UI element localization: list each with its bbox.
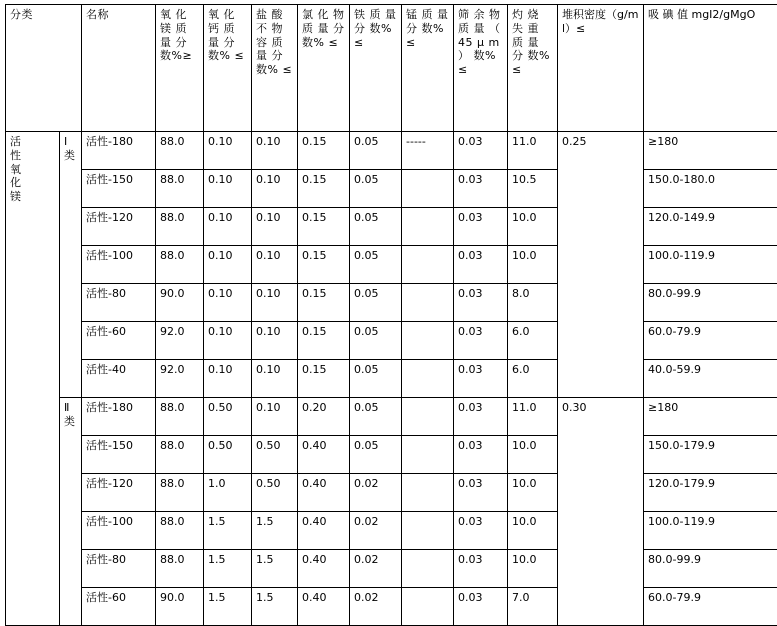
header-iron: 铁 质 量 分 数% ≤ [350, 5, 402, 132]
cell-sieve-residue: 0.03 [454, 436, 508, 474]
cell-name: 活性-120 [82, 208, 156, 246]
cell-loss-on-ignition: 10.0 [508, 512, 558, 550]
cell-sieve-residue: 0.03 [454, 360, 508, 398]
table-row [6, 512, 777, 550]
cell-chloride: 0.15 [298, 322, 350, 360]
header-cao: 氧 化 钙 质 量 分 数% ≤ [204, 5, 252, 132]
cell-hcl-insoluble: 0.10 [252, 284, 298, 322]
cell-iron: 0.05 [350, 322, 402, 360]
cell-iron: 0.05 [350, 360, 402, 398]
cell-hcl-insoluble: 1.5 [252, 512, 298, 550]
cell-iodine-value: 120.0-149.9 [644, 208, 777, 246]
cell-chloride: 0.15 [298, 132, 350, 170]
cell-iodine-value: 100.0-119.9 [644, 512, 777, 550]
cell-iodine-value: 80.0-99.9 [644, 284, 777, 322]
cell-mgo: 88.0 [156, 246, 204, 284]
cell-manganese [402, 322, 454, 360]
cell-iron: 0.05 [350, 170, 402, 208]
cell-iron: 0.02 [350, 588, 402, 626]
cell-manganese: ----- [402, 132, 454, 170]
cell-chloride: 0.15 [298, 284, 350, 322]
cell-name: 活性-180 [82, 398, 156, 436]
cell-cao: 1.0 [204, 474, 252, 512]
header-loss-on-ignition: 灼 烧 失 重 质 量 分 数% ≤ [508, 5, 558, 132]
cell-chloride: 0.15 [298, 208, 350, 246]
header-hcl-insoluble: 盐 酸 不 物 容 质 量 分 数% ≤ [252, 5, 298, 132]
cell-cao: 0.10 [204, 170, 252, 208]
cell-mgo: 88.0 [156, 132, 204, 170]
cell-loss-on-ignition: 10.0 [508, 550, 558, 588]
table-row [6, 284, 777, 322]
spec-sheet [0, 4, 777, 609]
header-name: 名称 [82, 5, 156, 132]
cell-hcl-insoluble: 0.10 [252, 170, 298, 208]
cell-iron: 0.02 [350, 512, 402, 550]
cell-sieve-residue: 0.03 [454, 550, 508, 588]
cell-manganese [402, 284, 454, 322]
cell-iron: 0.02 [350, 474, 402, 512]
cell-hcl-insoluble: 0.10 [252, 398, 298, 436]
cell-hcl-insoluble: 0.10 [252, 360, 298, 398]
cell-manganese [402, 474, 454, 512]
table-row [6, 398, 777, 436]
cell-iodine-value: 100.0-119.9 [644, 246, 777, 284]
table-row [6, 246, 777, 284]
cell-iodine-value: 150.0-179.9 [644, 436, 777, 474]
cell-name: 活性-150 [82, 436, 156, 474]
cell-iodine-value: 60.0-79.9 [644, 322, 777, 360]
cell-cao: 0.10 [204, 132, 252, 170]
cell-name: 活性-120 [82, 474, 156, 512]
cell-iodine-value: ≥180 [644, 132, 777, 170]
cell-cao: 1.5 [204, 550, 252, 588]
table-row [6, 170, 777, 208]
cell-mgo: 88.0 [156, 208, 204, 246]
cell-loss-on-ignition: 11.0 [508, 398, 558, 436]
cell-loss-on-ignition: 10.5 [508, 170, 558, 208]
cell-loss-on-ignition: 10.0 [508, 436, 558, 474]
group-label-active-magnesium-oxide: 活 性 氧 化 镁 [6, 132, 60, 626]
cell-name: 活性-60 [82, 588, 156, 626]
cell-loss-on-ignition: 6.0 [508, 322, 558, 360]
category-cell: Ⅱ 类 [60, 398, 82, 626]
cell-chloride: 0.40 [298, 588, 350, 626]
cell-cao: 1.5 [204, 588, 252, 626]
cell-sieve-residue: 0.03 [454, 132, 508, 170]
cell-cao: 0.10 [204, 360, 252, 398]
cell-sieve-residue: 0.03 [454, 398, 508, 436]
header-chloride: 氯 化 物 质 量 分 数% ≤ [298, 5, 350, 132]
cell-cao: 0.10 [204, 246, 252, 284]
cell-sieve-residue: 0.03 [454, 246, 508, 284]
cell-cao: 0.50 [204, 398, 252, 436]
cell-iron: 0.02 [350, 550, 402, 588]
cell-chloride: 0.40 [298, 436, 350, 474]
header-manganese: 锰 质 量 分 数% ≤ [402, 5, 454, 132]
cell-name: 活性-150 [82, 170, 156, 208]
cell-chloride: 0.15 [298, 360, 350, 398]
cell-manganese [402, 436, 454, 474]
cell-manganese [402, 398, 454, 436]
cell-mgo: 90.0 [156, 284, 204, 322]
header-mgo: 氧 化 镁 质 量 分 数%≥ [156, 5, 204, 132]
cell-loss-on-ignition: 6.0 [508, 360, 558, 398]
cell-hcl-insoluble: 0.10 [252, 322, 298, 360]
cell-loss-on-ignition: 8.0 [508, 284, 558, 322]
cell-mgo: 88.0 [156, 512, 204, 550]
cell-cao: 0.10 [204, 284, 252, 322]
header-sieve-residue: 筛 余 物 质 量 （ 45 μ m ） 数%≤ [454, 5, 508, 132]
cell-manganese [402, 170, 454, 208]
cell-loss-on-ignition: 10.0 [508, 246, 558, 284]
cell-iron: 0.05 [350, 284, 402, 322]
cell-chloride: 0.15 [298, 246, 350, 284]
table-row [6, 550, 777, 588]
cell-bulk-density: 0.30 [558, 398, 644, 626]
table-row [6, 436, 777, 474]
cell-mgo: 88.0 [156, 550, 204, 588]
cell-hcl-insoluble: 0.50 [252, 436, 298, 474]
table-row [6, 474, 777, 512]
cell-mgo: 92.0 [156, 360, 204, 398]
cell-name: 活性-100 [82, 512, 156, 550]
cell-iodine-value: 60.0-79.9 [644, 588, 777, 626]
cell-sieve-residue: 0.03 [454, 170, 508, 208]
cell-sieve-residue: 0.03 [454, 512, 508, 550]
cell-iron: 0.05 [350, 132, 402, 170]
cell-mgo: 88.0 [156, 398, 204, 436]
cell-iron: 0.05 [350, 246, 402, 284]
cell-iron: 0.05 [350, 398, 402, 436]
cell-hcl-insoluble: 0.10 [252, 246, 298, 284]
table-row [6, 360, 777, 398]
cell-loss-on-ignition: 10.0 [508, 474, 558, 512]
cell-iodine-value: 40.0-59.9 [644, 360, 777, 398]
cell-chloride: 0.15 [298, 170, 350, 208]
cell-iodine-value: 120.0-179.9 [644, 474, 777, 512]
cell-name: 活性-100 [82, 246, 156, 284]
cell-loss-on-ignition: 10.0 [508, 208, 558, 246]
cell-iron: 0.05 [350, 436, 402, 474]
cell-sieve-residue: 0.03 [454, 208, 508, 246]
header-classification: 分类 [6, 5, 82, 132]
cell-name: 活性-180 [82, 132, 156, 170]
table-row [6, 588, 777, 626]
cell-sieve-residue: 0.03 [454, 588, 508, 626]
cell-mgo: 88.0 [156, 474, 204, 512]
cell-name: 活性-80 [82, 284, 156, 322]
cell-hcl-insoluble: 1.5 [252, 588, 298, 626]
cell-sieve-residue: 0.03 [454, 322, 508, 360]
cell-manganese [402, 208, 454, 246]
header-bulk-density: 堆积密度（g/ml）≤ [558, 5, 644, 132]
cell-loss-on-ignition: 7.0 [508, 588, 558, 626]
specification-table [5, 4, 777, 626]
cell-iron: 0.05 [350, 208, 402, 246]
category-cell: Ⅰ 类 [60, 132, 82, 398]
cell-hcl-insoluble: 1.5 [252, 550, 298, 588]
cell-name: 活性-60 [82, 322, 156, 360]
cell-cao: 1.5 [204, 512, 252, 550]
cell-mgo: 92.0 [156, 322, 204, 360]
table-row [6, 208, 777, 246]
cell-hcl-insoluble: 0.10 [252, 208, 298, 246]
cell-loss-on-ignition: 11.0 [508, 132, 558, 170]
cell-hcl-insoluble: 0.10 [252, 132, 298, 170]
cell-chloride: 0.20 [298, 398, 350, 436]
cell-cao: 0.10 [204, 322, 252, 360]
cell-manganese [402, 360, 454, 398]
cell-mgo: 88.0 [156, 170, 204, 208]
table-row [6, 322, 777, 360]
cell-manganese [402, 246, 454, 284]
cell-manganese [402, 512, 454, 550]
cell-hcl-insoluble: 0.50 [252, 474, 298, 512]
cell-name: 活性-80 [82, 550, 156, 588]
table-row [6, 132, 777, 170]
cell-sieve-residue: 0.03 [454, 474, 508, 512]
cell-bulk-density: 0.25 [558, 132, 644, 398]
cell-mgo: 90.0 [156, 588, 204, 626]
cell-sieve-residue: 0.03 [454, 284, 508, 322]
cell-cao: 0.50 [204, 436, 252, 474]
cell-chloride: 0.40 [298, 474, 350, 512]
cell-name: 活性-40 [82, 360, 156, 398]
cell-manganese [402, 550, 454, 588]
table-header-row [6, 5, 777, 132]
cell-manganese [402, 588, 454, 626]
cell-mgo: 88.0 [156, 436, 204, 474]
cell-cao: 0.10 [204, 208, 252, 246]
cell-iodine-value: 80.0-99.9 [644, 550, 777, 588]
cell-iodine-value: 150.0-180.0 [644, 170, 777, 208]
cell-chloride: 0.40 [298, 550, 350, 588]
header-iodine-value: 吸 碘 值 mgI2/gMgO [644, 5, 777, 132]
cell-chloride: 0.40 [298, 512, 350, 550]
cell-iodine-value: ≥180 [644, 398, 777, 436]
